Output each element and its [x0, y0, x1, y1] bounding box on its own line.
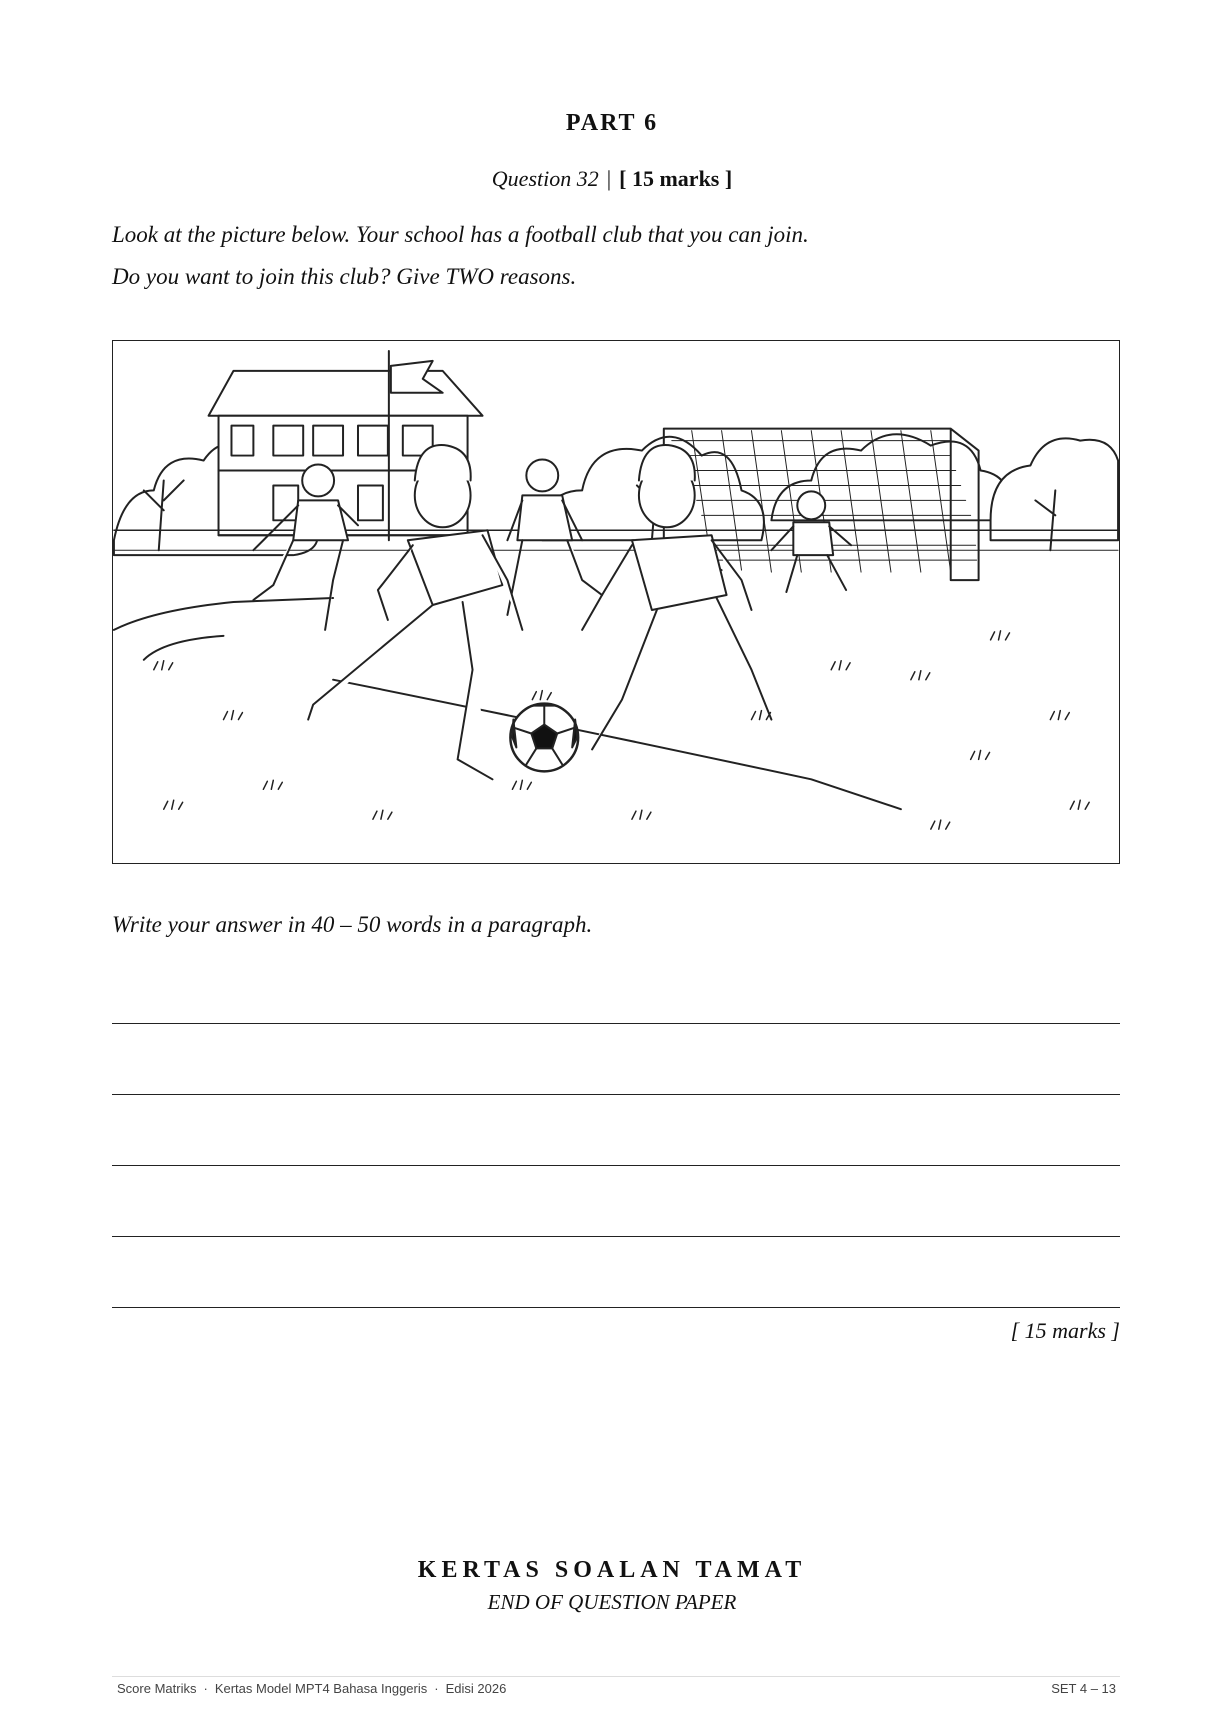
end-title-malay: KERTAS SOALAN TAMAT: [417, 1557, 807, 1583]
football-icon: [510, 704, 578, 772]
end-title-english: END OF QUESTION PAPER: [487, 1590, 737, 1614]
part-title: PART 6: [565, 110, 659, 136]
answer-line-5[interactable]: [112, 1307, 1120, 1308]
answer-marks: [ 15 marks ]: [1010, 1318, 1120, 1343]
footer-title: Kertas Model MPT4 Bahasa Inggeris: [214, 1681, 428, 1696]
answer-instruction: Write your answer in 40 – 50 words in a paragraph.: [112, 912, 593, 937]
footer-edition: Edisi 2026: [445, 1681, 507, 1696]
footer-page-number: SET 4 – 13: [1051, 1681, 1116, 1696]
separator: |: [606, 166, 612, 191]
answer-line-2[interactable]: [112, 1094, 1120, 1095]
answer-line-1[interactable]: [112, 1023, 1120, 1024]
question-header: [0, 166, 1224, 192]
footer-divider: [112, 1676, 1120, 1677]
instruction-line-2: Do you want to join this club? Give TWO reasons.: [112, 264, 577, 289]
answer-line-3[interactable]: [112, 1165, 1120, 1166]
footer-left: [117, 1681, 506, 1696]
grass: [154, 631, 1089, 829]
question-marks: [ 15 marks ]: [619, 166, 733, 191]
answer-line-4[interactable]: [112, 1236, 1120, 1237]
footer-separator: ·: [203, 1681, 208, 1696]
footer-publisher: Score Matriks: [117, 1681, 197, 1696]
footer-separator: ·: [434, 1681, 439, 1696]
instruction-line-1: Look at the picture below. Your school has a football club that you can join.: [112, 222, 809, 247]
question-label: Question 32: [491, 166, 599, 191]
football-scene-illustration: [112, 340, 1120, 864]
